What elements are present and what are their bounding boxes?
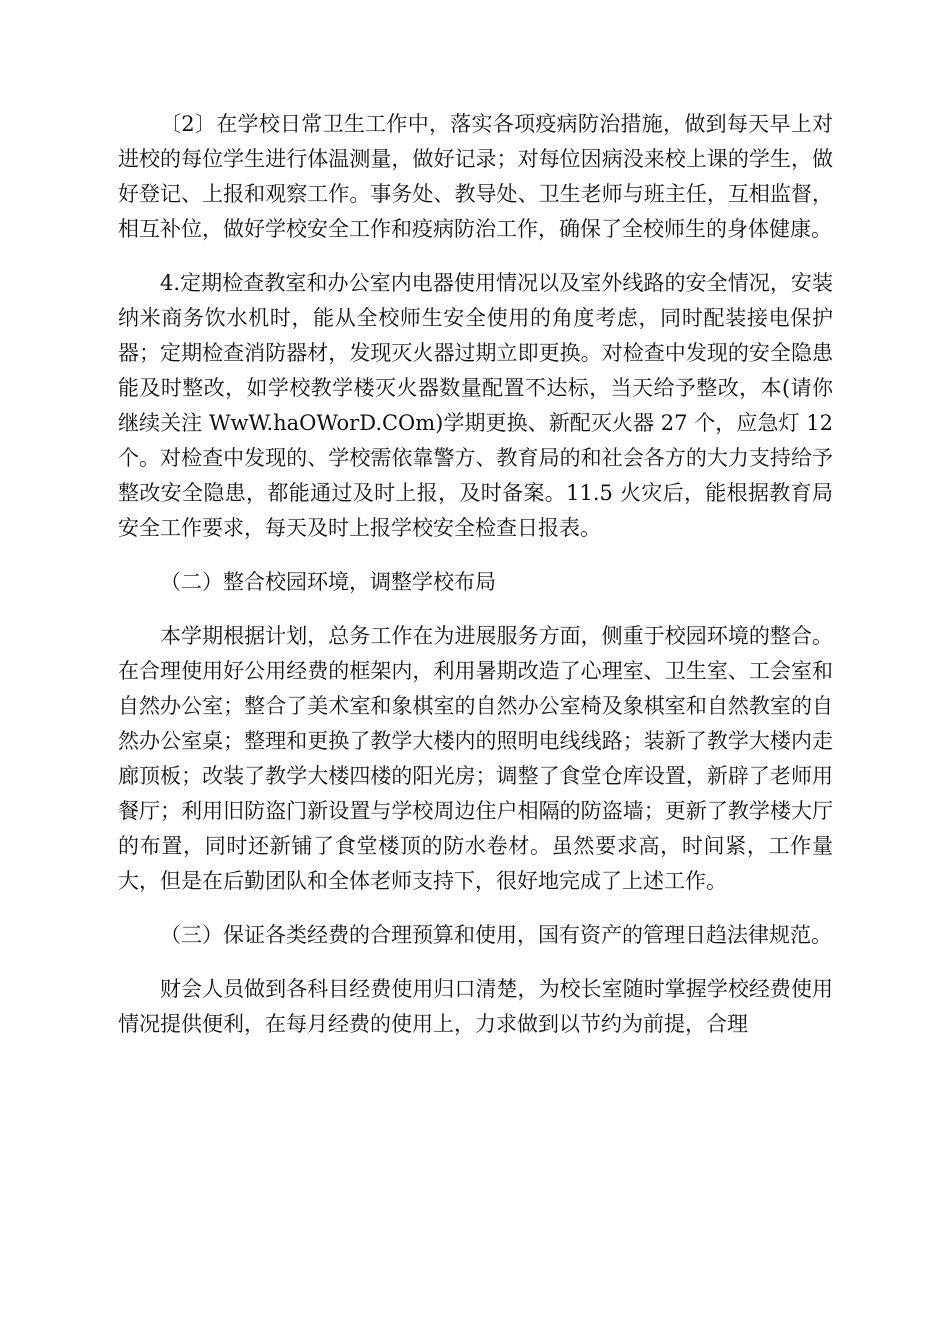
paragraph-campus-renovation: 本学期根据计划，总务工作在为进展服务方面，侧重于校园环境的整合。在合理使用好公用经费的框架内，利用暑期改造了心理室、卫生室、工会室和自然办公室；整合了美术室和象棋室的自然办公室椅及象棋室和自然教室的自然办公室桌；整理和更换了教学大楼内的照明电线线路；装新了教学大楼内走廊顶板；改装了教学大楼四楼的阳光房；调整了食堂仓库设置，新辟了老师用餐厅；利用旧防盗门新设置与学校周边住户相隔的防盗墙；更新了教学楼大厅的布置，同时还新铺了食堂楼顶的防水卷材。虽然要求高，时间紧，工作量大，但是在后勤团队和全体老师支持下，很好地完成了上述工作。	[118, 624, 833, 893]
paragraph-hygiene-measures: 〔2〕在学校日常卫生工作中，落实各项疫病防治措施，做到每天早上对进校的每位学生进行体温测量，做好记录；对每位因病没来校上课的学生，做好登记、上报和观察工作。事务处、教导处、卫生老师与班主任，互相监督，相互补位，做好学校安全工作和疫病防治工作，确保了全校师生的身体健康。	[118, 112, 833, 241]
section-heading-budget: （三）保证各类经费的合理预算和使用，国有资产的管理日趋法律规范。	[160, 923, 832, 947]
document-page	[118, 107, 833, 1061]
paragraph-electrical-safety: 4.定期检查教室和办公室内电器使用情况以及室外线路的安全情况，安装纳米商务饮水机时，能从全校师生安全使用的角度考虑，同时配装接电保护器；定期检查消防器材，发现灭火器过期立即更换。对检查中发现的安全隐患能及时整改，如学校教学楼灭火器数量配置不达标，当天给予整改，本(请你继续关注 WwW.haOWorD.COm)学期更换、新配灭火器 27 个，应急灯 12 个。对检查中发现的、学校需依靠警方、教育局的和社会各方的大力支持给予整改安全隐患，都能通过及时上报，及时备案。11.5 火灾后，能根据教育局安全工作要求，每天及时上报学校安全检查日报表。	[118, 271, 833, 540]
paragraph-accounting: 财会人员做到各科目经费使用归口清楚，为校长室随时掌握学校经费使用情况提供便利，在每月经费的使用上，力求做到以节约为前提，合理	[118, 977, 833, 1036]
section-heading-campus-environment: （二）整合校园环境，调整学校布局	[160, 570, 496, 594]
